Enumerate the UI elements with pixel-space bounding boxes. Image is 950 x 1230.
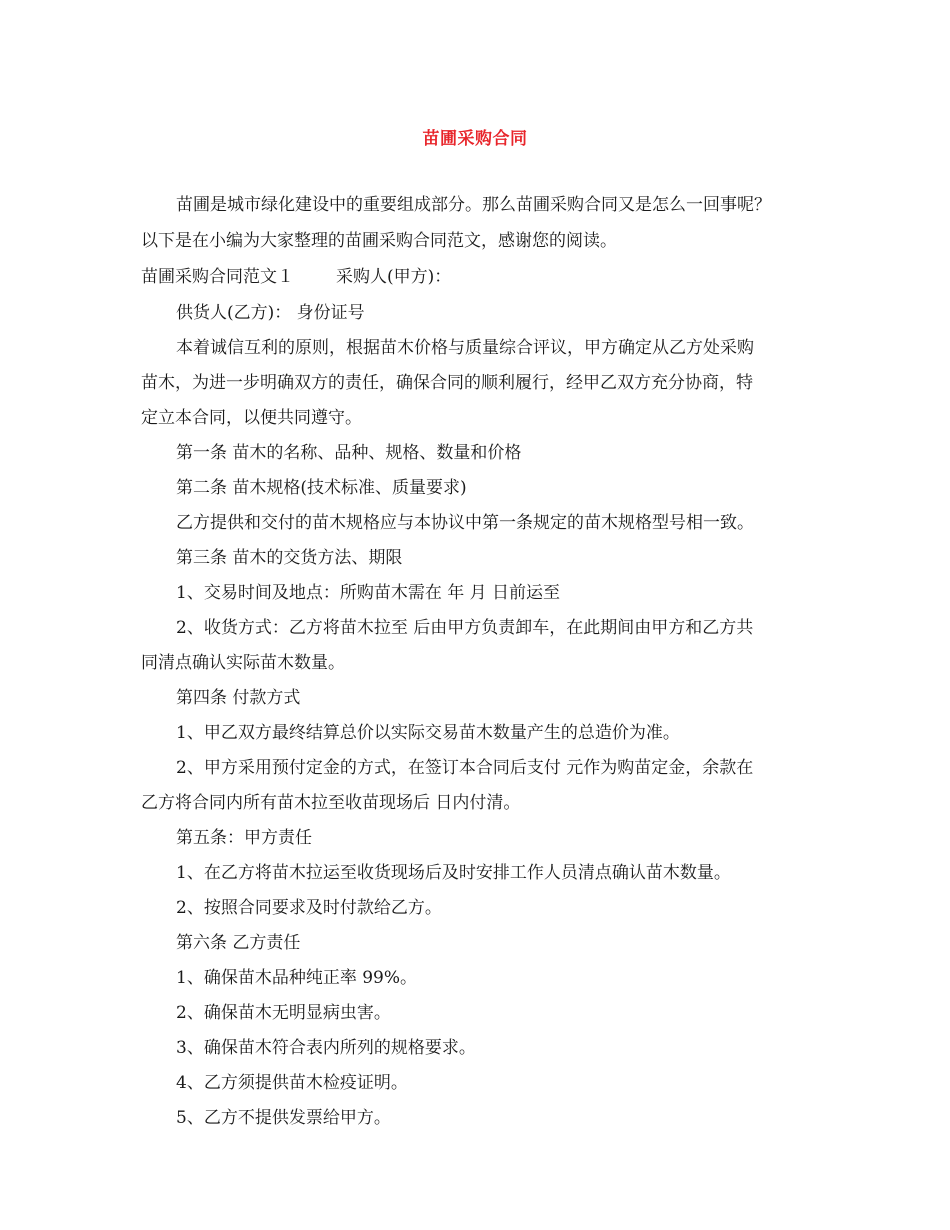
clause-item: 1、交易时间及地点：所购苗木需在 年 月 日前运至 xyxy=(176,583,561,603)
article-heading: 第六条 乙方责任 xyxy=(176,933,301,953)
clause-item: 2、确保苗木无明显病虫害。 xyxy=(176,1003,391,1023)
paragraph-line: 乙方将合同内所有苗木拉至收苗现场后 日内付清。 xyxy=(141,793,521,813)
article-heading: 第四条 付款方式 xyxy=(176,688,301,708)
paragraph-line: 同清点确认实际苗木数量。 xyxy=(141,653,345,673)
paragraph-line: 苗圃是城市绿化建设中的重要组成部分。那么苗圃采购合同又是怎么一回事呢？ xyxy=(176,195,771,215)
paragraph-line: 定立本合同，以便共同遵守。 xyxy=(141,408,362,428)
paragraph-line: 本着诚信互利的原则，根据苗木价格与质量综合评议，甲方确定从乙方处采购 xyxy=(176,338,754,358)
clause-item: 2、按照合同要求及时付款给乙方。 xyxy=(176,898,442,918)
article-heading: 第三条 苗木的交货方法、期限 xyxy=(176,548,403,568)
clause-item: 1、在乙方将苗木拉运至收货现场后及时安排工作人员清点确认苗木数量。 xyxy=(176,863,731,883)
article-heading: 第二条 苗木规格(技术标准、质量要求) xyxy=(176,478,467,498)
article-heading: 第五条：甲方责任 xyxy=(176,828,312,848)
clause-item: 2、甲方采用预付定金的方式，在签订本合同后支付 元作为购苗定金，余款在 xyxy=(176,758,754,778)
sample-heading: 苗圃采购合同范文１ xyxy=(141,267,294,287)
paragraph-line xyxy=(141,266,451,288)
paragraph-line: 供货人(乙方)： 身份证号 xyxy=(176,303,365,323)
paragraph-line: 乙方提供和交付的苗木规格应与本协议中第一条规定的苗木规格型号相一致。 xyxy=(176,513,754,533)
clause-item: 2、收货方式：乙方将苗木拉至 后由甲方负责卸车，在此期间由甲方和乙方共 xyxy=(176,618,754,638)
clause-item: 3、确保苗木符合表内所列的规格要求。 xyxy=(176,1038,476,1058)
paragraph-line: 以下是在小编为大家整理的苗圃采购合同范文，感谢您的阅读。 xyxy=(141,231,617,251)
clause-item: 5、乙方不提供发票给甲方。 xyxy=(176,1108,391,1128)
article-heading: 第一条 苗木的名称、品种、规格、数量和价格 xyxy=(176,443,522,463)
document-title: 苗圃采购合同 xyxy=(422,129,528,149)
clause-item: 1、甲乙双方最终结算总价以实际交易苗木数量产生的总造价为准。 xyxy=(176,723,680,743)
clause-item: 1、确保苗木品种纯正率 99%。 xyxy=(176,968,418,988)
clause-item: 4、乙方须提供苗木检疫证明。 xyxy=(176,1073,408,1093)
buyer-label: 采购人(甲方)： xyxy=(336,267,452,287)
paragraph-line: 苗木，为进一步明确双方的责任，确保合同的顺利履行，经甲乙双方充分协商，特 xyxy=(141,373,753,393)
